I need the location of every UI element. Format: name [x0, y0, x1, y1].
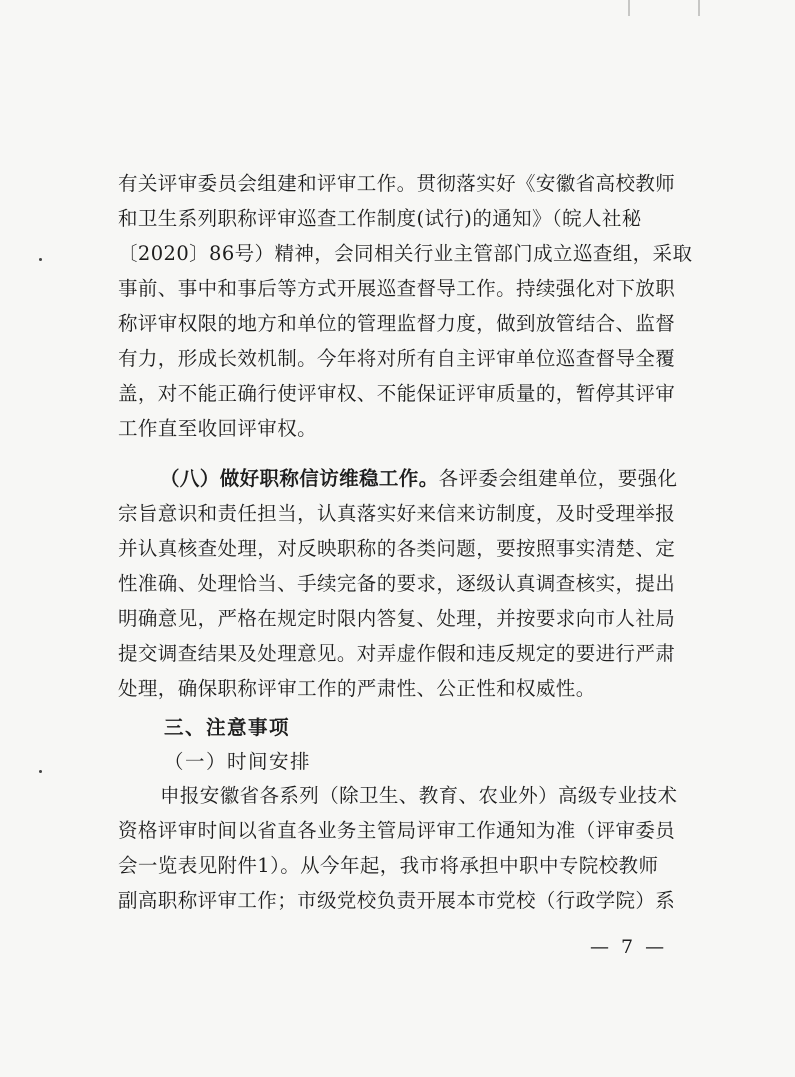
section-8-title: （八）做好职称信访维稳工作。 — [160, 467, 439, 490]
paragraph-line: 宗旨意识和责任担当，认真落实好来信来访制度，及时受理举报 — [118, 502, 676, 525]
paragraph-line: 盖，对不能正确行使评审权、不能保证评审质量的，暂停其评审 — [118, 382, 676, 405]
paragraph-line: 有关评审委员会组建和评审工作。贯彻落实好《安徽省高校教师 — [118, 172, 676, 195]
paragraph-line: 会一览表见附件1）。从今年起，我市将承担中职中专院校教师 — [118, 854, 659, 877]
paragraph-line: 处理，确保职称评审工作的严肃性、公正性和权威性。 — [118, 677, 596, 700]
scan-dot — [39, 258, 42, 261]
page-number: — 7 — — [590, 936, 668, 958]
section-8-first-line — [160, 465, 677, 493]
paragraph-line: 有力，形成长效机制。今年将对所有自主评审单位巡查督导全覆 — [118, 347, 676, 370]
paragraph-line: 副高职称评审工作；市级党校负责开展本市党校（行政学院）系 — [118, 889, 676, 912]
scan-dot — [39, 770, 42, 773]
paragraph-line: 申报安徽省各系列（除卫生、教育、农业外）高级专业技术 — [160, 784, 678, 807]
subsection-heading: （一）时间安排 — [164, 750, 312, 773]
paragraph-line: 资格评审时间以省直各业务主管局评审工作通知为准（评审委员 — [118, 819, 676, 842]
section-8-first-text: 各评委会组建单位，要强化 — [438, 467, 678, 490]
section-heading: 三、注意事项 — [164, 716, 291, 739]
paragraph-line: 称评审权限的地方和单位的管理监督力度，做到放管结合、监督 — [118, 312, 676, 335]
paragraph-line: 工作直至收回评审权。 — [118, 417, 318, 440]
paragraph-line: 和卫生系列职称评审巡查工作制度(试行)的通知》（皖人社秘 — [118, 207, 642, 230]
paragraph-line: 事前、事中和事后等方式开展巡查督导工作。持续强化对下放职 — [118, 277, 676, 300]
scan-edge-mark — [698, 0, 700, 16]
paragraph-line: 提交调查结果及处理意见。对弄虚作假和违反规定的要进行严肃 — [118, 642, 676, 665]
paragraph-line: 明确意见，严格在规定时限内答复、处理，并按要求向市人社局 — [118, 607, 676, 630]
paragraph-line: 并认真核查处理，对反映职称的各类问题，要按照事实清楚、定 — [118, 537, 676, 560]
scan-edge-mark — [628, 0, 630, 16]
paragraph-line: 性准确、处理恰当、手续完备的要求，逐级认真调查核实，提出 — [118, 572, 676, 595]
paragraph-line: 〔2020〕86号）精神，会同相关行业主管部门成立巡查组，采取 — [118, 242, 693, 265]
